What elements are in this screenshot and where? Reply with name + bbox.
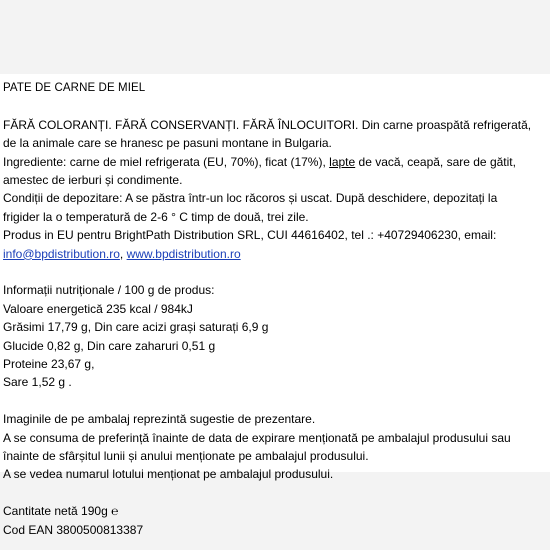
- ean-code: Cod EAN 3800500813387: [3, 522, 144, 537]
- top-background-band: [0, 0, 550, 74]
- claims-line-2: de la animale care se hranesc pe pasuni montane in Bulgaria.: [3, 136, 332, 151]
- product-title: PATE DE CARNE DE MIEL: [3, 82, 146, 94]
- note-expiry-line-1: A se consuma de preferință înainte de data de expirare menționată pe ambalajul produsului sau: [3, 430, 511, 445]
- claims-line-1: FĂRĂ COLORANȚI. FĂRĂ CONSERVANȚI. FĂRĂ ÎNLOCUITORI. Din carne proaspătă refrigerată,: [3, 117, 532, 132]
- contact-links: [3, 245, 548, 263]
- nutrition-energy: Valoare energetică 235 kcal / 984kJ: [3, 301, 193, 316]
- producer-line: Produs in EU pentru BrightPath Distribution SRL, CUI 44616402, tel .: +40729406230, email:: [3, 228, 497, 243]
- nutrition-carbs: Glucide 0,82 g, Din care zaharuri 0,51 g: [3, 338, 216, 353]
- spacer: [3, 484, 548, 502]
- ingredients-line-2: amestec de ierburi și condimente.: [3, 173, 183, 188]
- email-link[interactable]: info@bpdistribution.ro: [3, 246, 120, 261]
- nutrition-salt: Sare 1,52 g .: [3, 375, 72, 390]
- storage-line-1: Condiții de depozitare: A se păstra într-un loc răcoros și uscat. După deschidere, depozitați la: [3, 191, 498, 206]
- storage-line-2: frigider la o temperatură de 2-6 ° C timp de două, trei zile.: [3, 209, 309, 224]
- note-lot: A se vedea numarul lotului menționat pe ambalajul produsului.: [3, 467, 334, 482]
- product-label-text: [3, 79, 548, 539]
- spacer: [3, 97, 548, 115]
- spacer: [3, 392, 548, 410]
- net-quantity: [3, 502, 548, 520]
- estimated-sign-icon: ℮: [111, 504, 119, 519]
- nutrition-protein: Proteine 23,67 g,: [3, 357, 95, 372]
- ingredient-lapte: lapte: [329, 154, 356, 169]
- net-quantity-text: Cantitate netă 190g: [3, 504, 108, 519]
- ingredients-line-1: [3, 153, 548, 171]
- ingredients-text-cont: de vacă, ceapă, sare de gătit,: [355, 154, 516, 169]
- nutrition-fat: Grăsimi 17,79 g, Din care acizi grași saturați 6,9 g: [3, 320, 269, 335]
- note-presentation: Imaginile de pe ambalaj reprezintă sugestie de prezentare.: [3, 412, 316, 427]
- ingredients-text: Ingrediente: carne de miel refrigerata (EU, 70%), ficat (17%),: [3, 154, 330, 169]
- nutrition-header: Informații nutriționale / 100 g de produs:: [3, 283, 215, 298]
- link-separator: ,: [119, 246, 127, 261]
- website-link[interactable]: www.bpdistribution.ro: [126, 246, 241, 261]
- note-expiry-line-2: înainte de sfârșitul lunii și anului menționate pe ambalajul produsului.: [3, 449, 369, 464]
- spacer: [3, 263, 548, 281]
